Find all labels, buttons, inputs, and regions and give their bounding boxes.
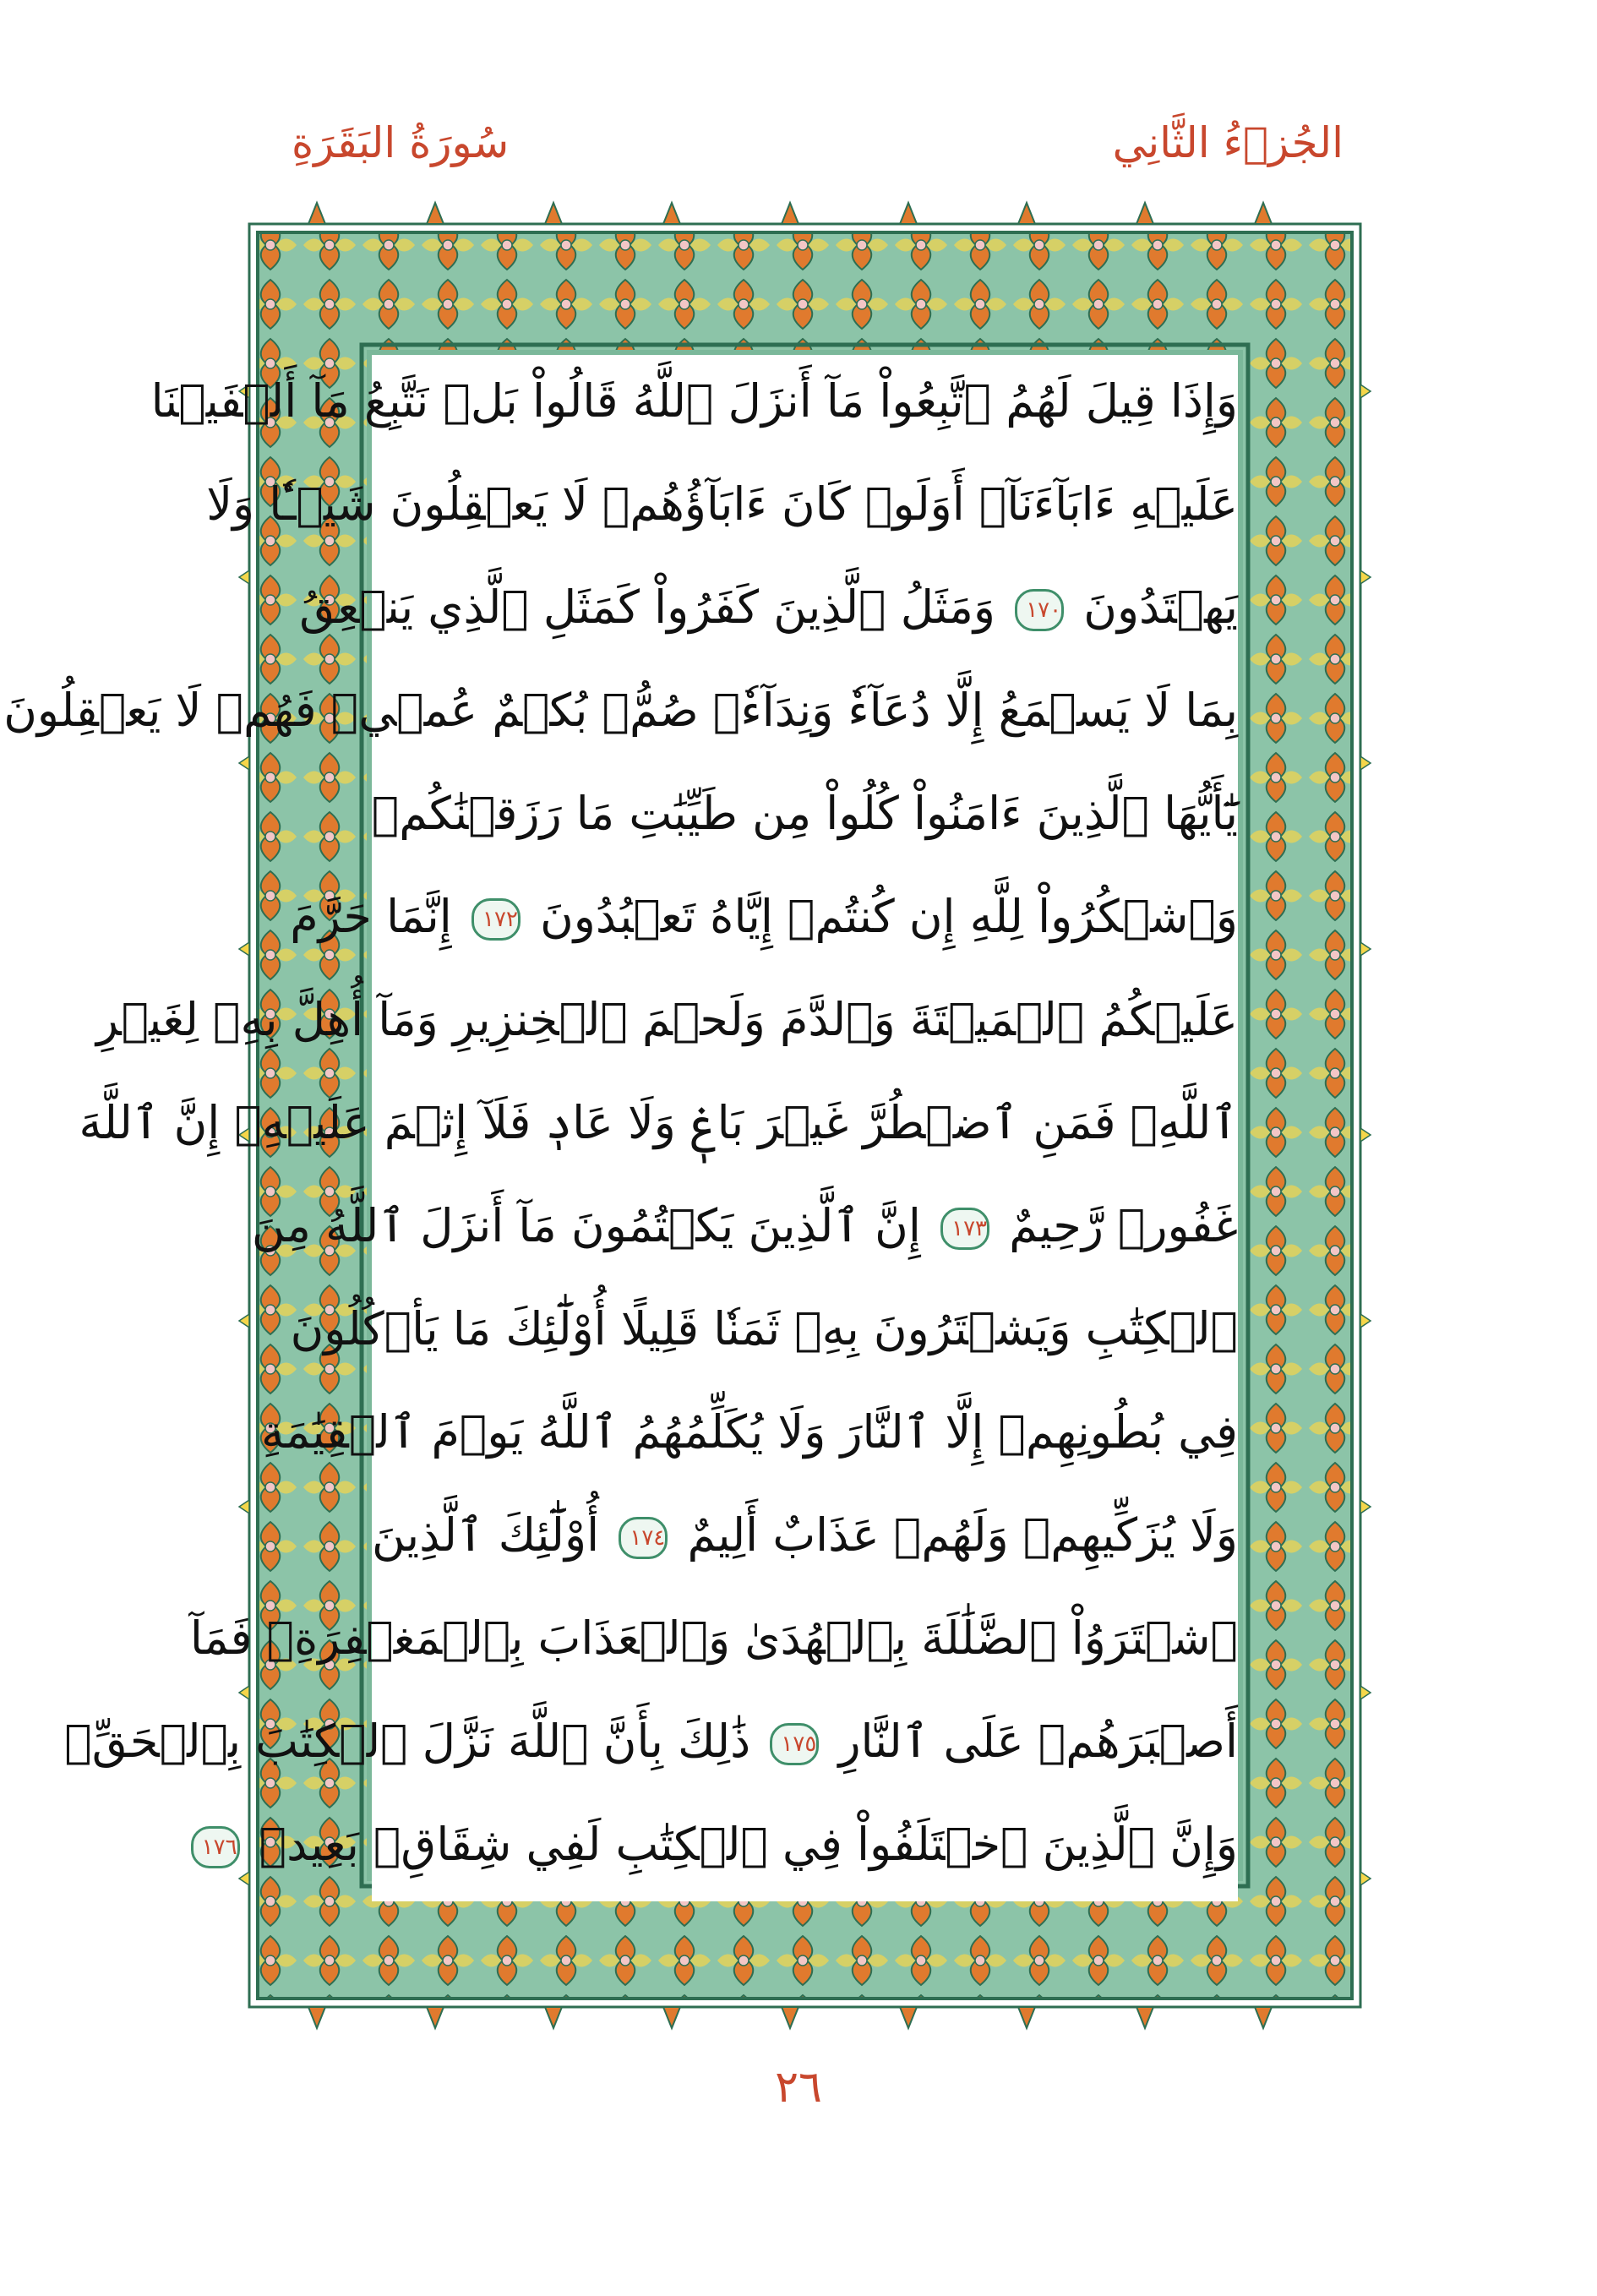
- surah-header: سُورَةُ البَقَرَةِ: [292, 118, 510, 167]
- ayah-number-marker: ١٧٠: [1015, 589, 1064, 631]
- verse-text: إِنَّ ٱلَّذِينَ يَكۡتُمُونَ مَآ أَنزَلَ ٱللَّهُ مِنَ: [251, 1199, 921, 1252]
- verse-text: غَفُورٞ رَّحِيمٌ: [1009, 1199, 1238, 1252]
- ayah-number-marker: ١٧٥: [770, 1723, 819, 1765]
- verse-text: وَلَا يُزَكِّيهِمۡ وَلَهُمۡ عَذَابٌ أَلِيمٌ: [687, 1508, 1238, 1562]
- verse-line: [79, 1077, 1238, 1170]
- verse-line: [189, 1592, 1238, 1685]
- verse-text: يَٰٓأَيُّهَا ٱلَّذِينَ ءَامَنُواْ كُلُواْ مِن طَيِّبَٰتِ مَا رَزَقۡنَٰكُمۡ: [371, 787, 1238, 840]
- verse-text-panel: [3, 355, 1238, 1901]
- ayah-number-marker: ١٧٤: [619, 1517, 668, 1559]
- verse-line: [372, 767, 1238, 860]
- verse-text: ٱلۡكِتَٰبِ وَيَشۡتَرُونَ بِهِۦ ثَمَنٗا قَلِيلًا أُوْلَٰٓئِكَ مَا يَأۡكُلُونَ: [290, 1302, 1238, 1355]
- page-number: ٢٦: [775, 2062, 822, 2113]
- verse-line: [290, 870, 1238, 963]
- verse-text: أُوْلَٰٓئِكَ ٱلَّذِينَ: [372, 1508, 600, 1562]
- verse-line: [3, 664, 1238, 757]
- verse-text: وَٱشۡكُرُواْ لِلَّهِ إِن كُنتُمۡ إِيَّاهُ تَعۡبُدُونَ: [540, 890, 1238, 943]
- verse-text: أَصۡبَرَهُمۡ عَلَى ٱلنَّارِ: [838, 1715, 1238, 1768]
- verse-text: إِنَّمَا حَرَّمَ: [290, 890, 452, 943]
- verse-line: [150, 355, 1238, 448]
- verse-text: ذَٰلِكَ بِأَنَّ ٱللَّهَ نَزَّلَ ٱلۡكِتَٰبَ بِٱلۡحَقِّۗ: [64, 1715, 751, 1768]
- verse-text: وَمَثَلُ ٱلَّذِينَ كَفَرُواْ كَمَثَلِ ٱلَّذِي يَنۡعِقُ: [299, 581, 995, 634]
- verse-line: [261, 1386, 1238, 1479]
- verse-line: [290, 1283, 1238, 1376]
- verse-text: ٱللَّهِۖ فَمَنِ ٱضۡطُرَّ غَيۡرَ بَاغٖ وَلَا عَادٖ فَلَآ إِثۡمَ عَلَيۡهِۚ إِنَّ ٱللَّهَ: [79, 1096, 1238, 1149]
- verse-line: [251, 1180, 1238, 1273]
- verse-line: [95, 973, 1238, 1066]
- ayah-number-marker: ١٧٣: [940, 1208, 989, 1250]
- verse-text: ٱشۡتَرَوُاْ ٱلضَّلَٰلَةَ بِٱلۡهُدَىٰ وَٱلۡعَذَابَ بِٱلۡمَغۡفِرَةِۚ فَمَآ: [189, 1612, 1238, 1665]
- verse-text: فِي بُطُونِهِمۡ إِلَّا ٱلنَّارَ وَلَا يُكَلِّمُهُمُ ٱللَّهُ يَوۡمَ ٱلۡقِيَٰمَةِ: [261, 1405, 1238, 1459]
- verse-text: عَلَيۡكُمُ ٱلۡمَيۡتَةَ وَٱلدَّمَ وَلَحۡمَ ٱلۡخِنزِيرِ وَمَآ أُهِلَّ بِهِۦ لِغَيۡرِ: [95, 993, 1238, 1046]
- verse-text: بِمَا لَا يَسۡمَعُ إِلَّا دُعَآءٗ وَنِدَآءٗۚ صُمُّۢ بُكۡمٌ عُمۡيٞ فَهُمۡ لَا يَعۡقِلُونَ: [3, 684, 1238, 737]
- verse-line: [201, 1798, 1238, 1891]
- verse-line: [372, 1489, 1238, 1582]
- verse-text: يَهۡتَدُونَ: [1083, 581, 1238, 634]
- verse-text: وَإِنَّ ٱلَّذِينَ ٱخۡتَلَفُواْ فِي ٱلۡكِتَٰبِ لَفِي شِقَاقِۭ بَعِيدٖ: [259, 1818, 1238, 1871]
- juz-header: الجُزۡءُ الثَّانِي: [1112, 118, 1344, 167]
- verse-text: عَلَيۡهِ ءَابَآءَنَآۚ أَوَلَوۡ كَانَ ءَابَآؤُهُمۡ لَا يَعۡقِلُونَ شَيۡـٔٗا وَلَا: [206, 477, 1238, 531]
- ayah-number-marker: ١٧٢: [471, 898, 521, 941]
- verse-text: وَإِذَا قِيلَ لَهُمُ ٱتَّبِعُواْ مَآ أَنزَلَ ٱللَّهُ قَالُواْ بَلۡ نَتَّبِعُ مَآ أَلۡفَيۡنَا: [150, 374, 1238, 428]
- verse-line: [64, 1695, 1238, 1788]
- verse-line: [299, 561, 1238, 654]
- verse-line: [206, 458, 1238, 551]
- ayah-number-marker: ١٧٦: [191, 1826, 240, 1868]
